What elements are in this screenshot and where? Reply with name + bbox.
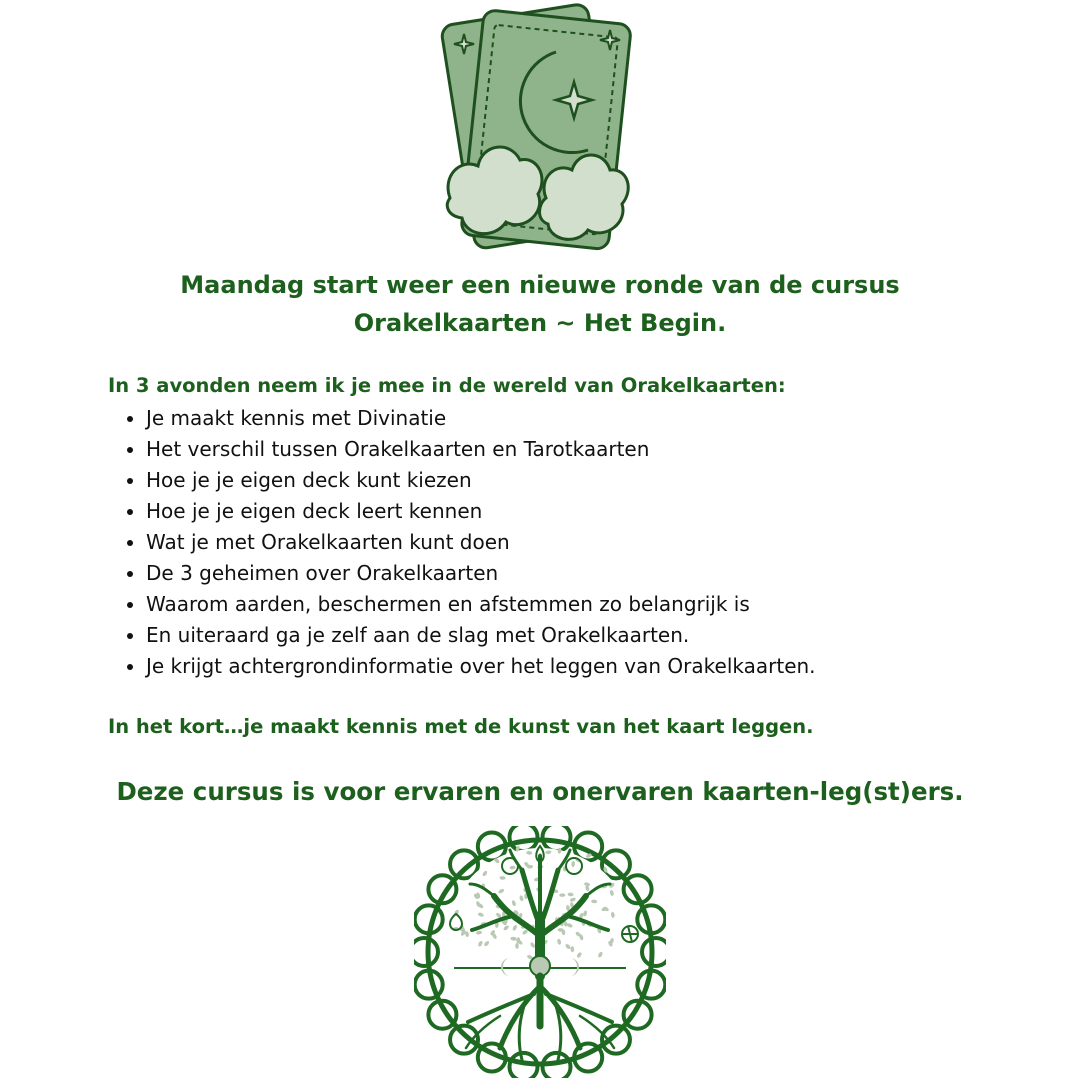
leaf-dot (558, 928, 564, 932)
list-item: Waarom aarden, beschermen en afstemmen zo belangrijk is (108, 589, 1008, 620)
list-item: Je krijgt achtergrondinformatie over het leggen van Orakelkaarten. (108, 651, 1008, 682)
list-item: Je maakt kennis met Divinatie (108, 403, 1008, 434)
audience-text: Deze cursus is voor ervaren en onervaren kaarten-leg(st)ers. (116, 777, 964, 806)
oracle-cards-moon-icon (438, 0, 642, 262)
list-item: Hoe je je eigen deck leert kennen (108, 496, 1008, 527)
intro-text: In 3 avonden neem ik je mee in de wereld van Orakelkaarten: (108, 374, 786, 397)
tree-of-life-logo (414, 826, 666, 1078)
list-item: Wat je met Orakelkaarten kunt doen (108, 527, 1008, 558)
list-item: En uiteraard ga je zelf aan de slag met Orakelkaarten. (108, 620, 1008, 651)
headline-line2: Orakelkaarten ~ Het Begin. (353, 309, 727, 337)
headline-line1: Maandag start weer een nieuwe ronde van de cursus (180, 271, 900, 299)
topic-list (108, 403, 1008, 682)
list-item: Hoe je je eigen deck kunt kiezen (108, 465, 1008, 496)
summary-text: In het kort…je maakt kennis met de kunst van het kaart leggen. (108, 715, 814, 738)
headline (0, 266, 1080, 342)
list-item: Het verschil tussen Orakelkaarten en Tarotkaarten (108, 434, 1008, 465)
list-item: De 3 geheimen over Orakelkaarten (108, 558, 1008, 589)
